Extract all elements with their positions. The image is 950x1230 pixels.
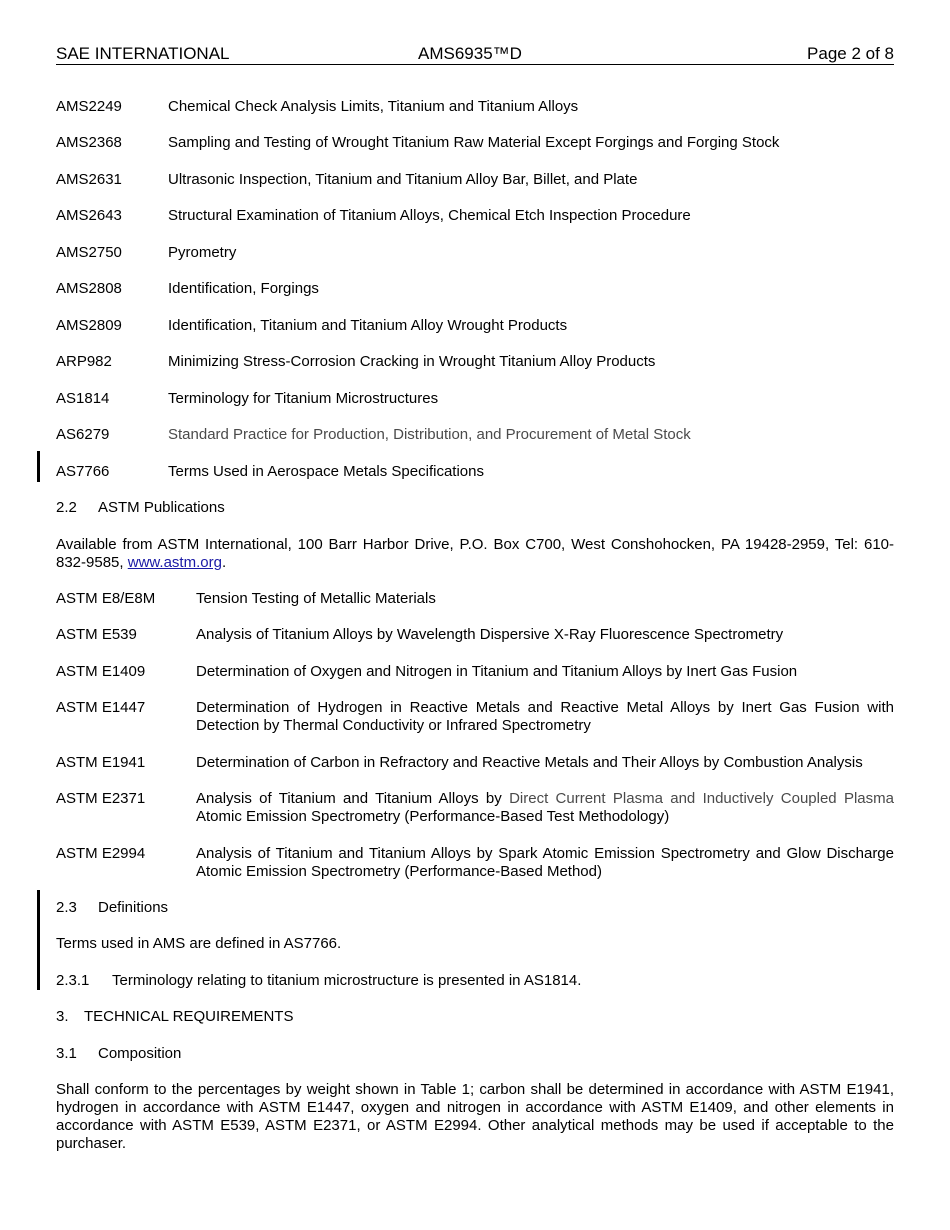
reference-title: Terms Used in Aerospace Metals Specifications — [168, 463, 484, 480]
reference-title: Identification, Titanium and Titanium Alloy Wrought Products — [168, 317, 568, 334]
reference-code: AMS2249 — [56, 98, 122, 115]
section-number: 3.1 — [56, 1045, 77, 1062]
reference-code: ASTM E1409 — [56, 663, 146, 680]
section-title: Definitions — [98, 899, 169, 916]
reference-title: Pyrometry — [168, 244, 237, 261]
section-3-heading — [56, 1008, 294, 1025]
reference-code: AS6279 — [56, 426, 110, 443]
reference-title: Ultrasonic Inspection, Titanium and Titanium Alloy Bar, Billet, and Plate — [168, 171, 638, 188]
reference-code: AMS2809 — [56, 317, 122, 334]
section-number: 2.2 — [56, 499, 77, 516]
section-number: 3. — [56, 1008, 69, 1025]
section-3-1-heading — [56, 1045, 182, 1062]
reference-title-part: Direct Current Plasma and Inductively Coupled Plasma — [509, 790, 894, 807]
reference-code: AMS2631 — [56, 171, 122, 188]
reference-title: Chemical Check Analysis Limits, Titanium and Titanium Alloys — [168, 98, 579, 115]
reference-code: AS7766 — [56, 463, 110, 480]
header-org: SAE INTERNATIONAL — [56, 44, 230, 63]
reference-code: ASTM E1447 — [56, 699, 146, 716]
reference-title: Structural Examination of Titanium Alloys, Chemical Etch Inspection Procedure — [168, 207, 691, 224]
section-number: 2.3 — [56, 899, 77, 916]
reference-title: Terminology for Titanium Microstructures — [168, 390, 439, 407]
section-2-2-heading — [56, 499, 225, 516]
composition-paragraph: Shall conform to the percentages by weight shown in Table 1; carbon shall be determined in accordance with ASTM E1941, hydrogen in accordance with ASTM E1447, oxygen and nitrogen in accordance with ASTM E1409, and other elements in accordance with ASTM E539, ASTM E2371, or ASTM E2994. Other analytical methods may be used if acceptable to the purchaser. — [56, 1081, 894, 1152]
reference-title: Determination of Oxygen and Nitrogen in Titanium and Titanium Alloys by Inert Gas Fusion — [196, 663, 798, 680]
reference-title: Minimizing Stress-Corrosion Cracking in Wrought Titanium Alloy Products — [168, 353, 656, 370]
change-bar — [37, 451, 40, 482]
reference-title: Analysis of Titanium Alloys by Wavelength Dispersive X-Ray Fluorescence Spectrometry — [196, 626, 784, 643]
reference-code: ASTM E2371 — [56, 790, 146, 807]
section-title: Composition — [98, 1045, 182, 1062]
reference-title: Standard Practice for Production, Distribution, and Procurement of Metal Stock — [168, 426, 691, 443]
section-2-3-1 — [56, 972, 582, 989]
astm-website-link[interactable]: www.astm.org — [127, 554, 222, 571]
reference-title-part: Atomic Emission Spectrometry (Performance-Based Test Methodology) — [196, 808, 670, 825]
header-page-number: Page 2 of 8 — [807, 44, 894, 63]
reference-code: ARP982 — [56, 353, 112, 370]
section-title: ASTM Publications — [98, 499, 225, 516]
availability-period: . — [221, 554, 227, 571]
reference-title-part: Analysis of Titanium and Titanium Alloys by — [196, 790, 502, 807]
definitions-text: Terms used in AMS are defined in AS7766. — [56, 935, 342, 952]
section-2-3-heading — [56, 899, 169, 916]
section-number: 2.3.1 — [56, 972, 90, 989]
availability-text: Available from ASTM International, 100 Barr Harbor Drive, P.O. Box C700, West Conshohocken, PA 19428-2959, Tel: 610-832-9585, — [56, 536, 894, 571]
reference-code: ASTM E8/E8M — [56, 590, 156, 607]
header-doc-number: AMS6935™D — [418, 44, 522, 63]
page-header — [56, 44, 894, 65]
reference-code: AS1814 — [56, 390, 110, 407]
reference-title: Identification, Forgings — [168, 280, 319, 297]
reference-title: Analysis of Titanium and Titanium Alloys by Spark Atomic Emission Spectrometry and Glow Discharge Atomic Emission Spectrometry (Performance-Based Method) — [196, 845, 894, 880]
reference-title: Sampling and Testing of Wrought Titanium Raw Material Except Forgings and Forging Stock — [168, 134, 780, 151]
change-bar — [37, 890, 40, 990]
reference-code: AMS2808 — [56, 280, 122, 297]
section-text: Terminology relating to titanium microstructure is presented in AS1814. — [112, 972, 582, 989]
section-title: TECHNICAL REQUIREMENTS — [84, 1008, 294, 1025]
reference-code: AMS2643 — [56, 207, 122, 224]
reference-code: AMS2368 — [56, 134, 122, 151]
reference-code: ASTM E2994 — [56, 845, 146, 862]
reference-code: AMS2750 — [56, 244, 122, 261]
reference-code: ASTM E1941 — [56, 754, 146, 771]
reference-code: ASTM E539 — [56, 626, 137, 643]
reference-title: Determination of Carbon in Refractory and Reactive Metals and Their Alloys by Combustion Analysis — [196, 754, 863, 771]
astm-availability-paragraph — [56, 536, 894, 572]
reference-title: Determination of Hydrogen in Reactive Metals and Reactive Metal Alloys by Inert Gas Fusion with Detection by Thermal Conductivity or Infrared Spectrometry — [196, 699, 894, 734]
reference-title — [196, 790, 894, 826]
reference-title: Tension Testing of Metallic Materials — [196, 590, 436, 607]
